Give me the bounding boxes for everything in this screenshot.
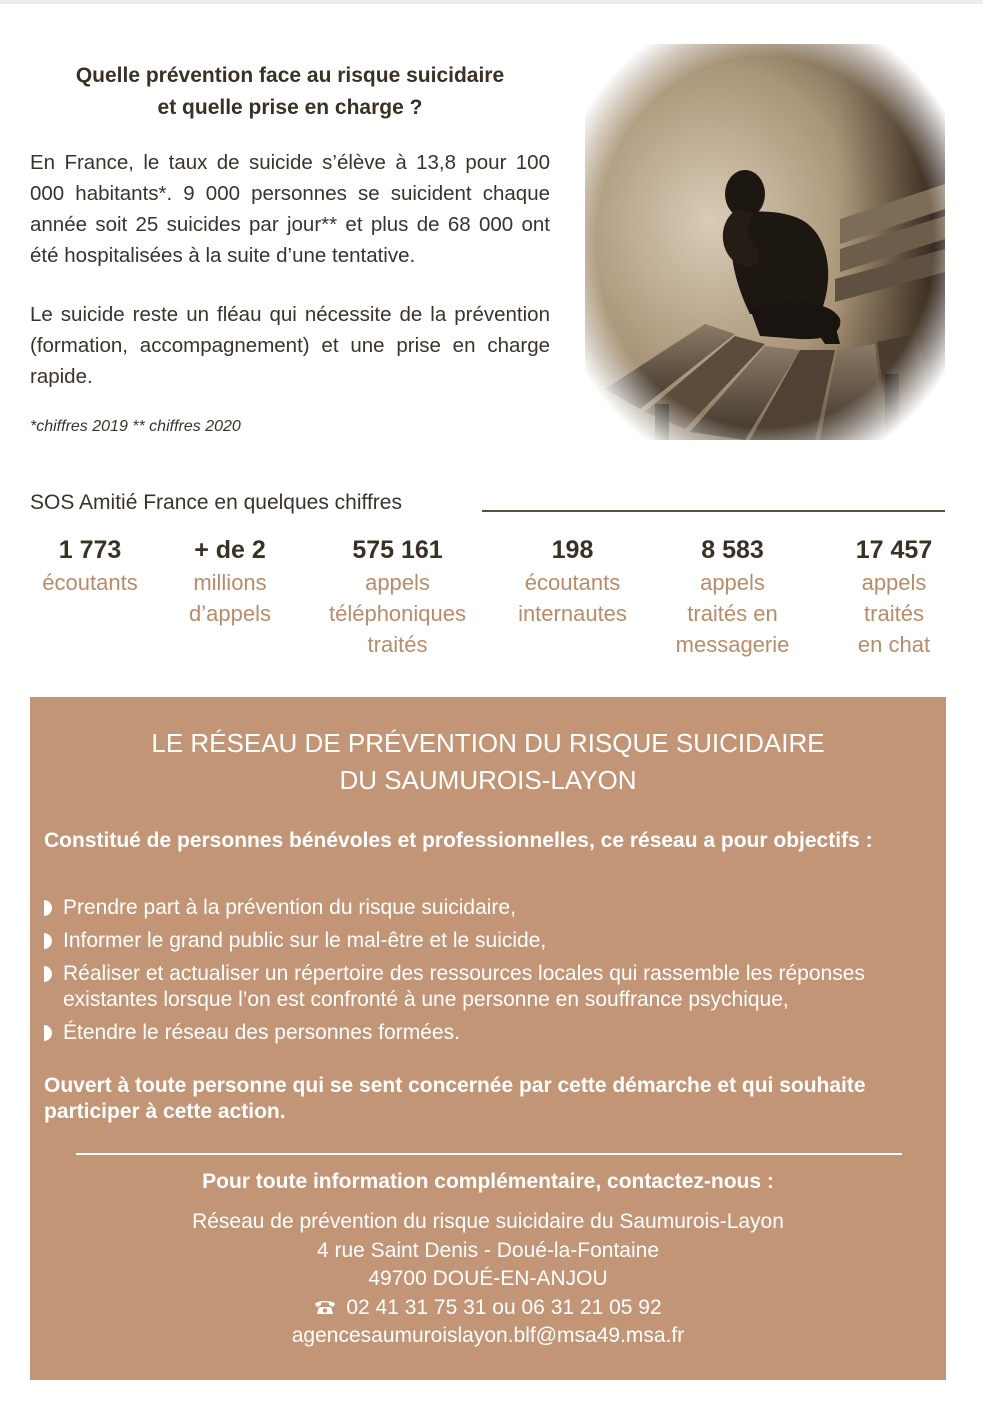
contact-street: 4 rue Saint Denis - Doué-la-Fontaine <box>316 1238 659 1262</box>
stat-label: appels traités en chat <box>857 570 931 657</box>
stat-label: appels traités en messagerie <box>675 570 790 657</box>
network-title <box>30 725 946 799</box>
list-item <box>44 895 936 921</box>
stat-label: millions d’appels <box>189 570 271 626</box>
network-open-text: Ouvert à toute personne qui se sent concernée par cette démarche et qui souhaite participer à cette action. <box>44 1074 866 1123</box>
objective-text: Réaliser et actualiser un répertoire des ressources locales qui rassemble les réponses existantes lorsque l’on est confronté à une personne en souffrance psychique, <box>63 962 865 1011</box>
network-title-line-1: LE RÉSEAU DE PRÉVENTION DU RISQUE SUICIDAIRE <box>151 728 825 758</box>
stat-value: 17 457 <box>855 536 933 564</box>
figures-footnote: *chiffres 2019 ** chiffres 2020 <box>30 418 241 435</box>
photo-illustration <box>585 44 945 440</box>
objective-text: Informer le grand public sur le mal-être et le suicide, <box>63 929 547 952</box>
stat-item <box>305 533 490 660</box>
half-circle-bullet-icon <box>44 966 53 982</box>
half-circle-bullet-icon <box>44 933 53 949</box>
network-title-line-2: DU SAUMUROIS-LAYON <box>339 765 637 795</box>
stat-item <box>495 533 650 629</box>
objective-text: Prendre part à la prévention du risque suicidaire, <box>63 896 516 919</box>
intro-paragraph-2-text: Le suicide reste un fléau qui nécessite de la prévention (formation, accompagnement) et une prise en charge rapide. <box>30 303 550 388</box>
list-item <box>44 1020 936 1046</box>
sad-man-on-bench-photo <box>585 44 945 440</box>
stat-item <box>20 533 160 598</box>
intro-paragraph-1 <box>30 147 550 271</box>
intro-title-line-1: Quelle prévention face au risque suicidaire <box>75 64 505 87</box>
contact-city: 49700 DOUÉ-EN-ANJOU <box>368 1267 608 1290</box>
network-intro: Constitué de personnes bénévoles et professionnelles, ce réseau a pour objectifs : <box>44 829 873 852</box>
stat-label: appels téléphoniques traités <box>328 570 466 657</box>
contact-block <box>30 1208 946 1351</box>
intro-paragraph-1-text: En France, le taux de suicide s’élève à 13,8 pour 100 000 habitants*. 9 000 personnes se suicident chaque année soit 25 suicides par jour** et plus de 68 000 ont été hospitalisées à la suite d’une tentative. <box>30 151 550 267</box>
contact-phone-line[interactable] <box>30 1294 946 1323</box>
intro-question-title <box>30 60 550 124</box>
stat-label: écoutants <box>42 570 138 595</box>
list-item <box>44 928 936 954</box>
stats-title: SOS Amitié France en quelques chiffres <box>30 491 402 514</box>
stat-label: écoutants internautes <box>518 570 627 626</box>
stat-value: 575 161 <box>352 536 443 564</box>
stat-value: + de 2 <box>194 536 266 564</box>
stat-item <box>830 533 958 660</box>
contact-organization: Réseau de prévention du risque suicidaire du Saumurois-Layon <box>192 1210 784 1233</box>
objective-text: Étendre le réseau des personnes formées. <box>63 1021 460 1044</box>
objectives-list <box>44 895 936 1053</box>
half-circle-bullet-icon <box>44 1025 53 1041</box>
half-circle-bullet-icon <box>44 900 53 916</box>
stat-value: 8 583 <box>701 536 764 564</box>
stat-value: 198 <box>551 536 594 564</box>
network-panel <box>30 697 946 1380</box>
contact-divider <box>76 1153 902 1155</box>
top-divider <box>0 0 983 4</box>
phone-icon <box>314 1299 336 1315</box>
contact-phones[interactable]: 02 41 31 75 31 ou 06 31 21 05 92 <box>346 1295 662 1319</box>
stats-title-underline <box>482 510 945 512</box>
stat-item <box>650 533 815 660</box>
intro-paragraph-2 <box>30 299 550 392</box>
contact-title: Pour toute information complémentaire, contactez-nous : <box>202 1170 774 1193</box>
stat-value: 1 773 <box>58 536 122 564</box>
list-item <box>44 961 936 1013</box>
contact-email-link[interactable]: agencesaumuroislayon.blf@msa49.msa.fr <box>291 1324 685 1347</box>
intro-title-line-2: et quelle prise en charge ? <box>157 96 423 119</box>
stat-item <box>165 533 295 629</box>
